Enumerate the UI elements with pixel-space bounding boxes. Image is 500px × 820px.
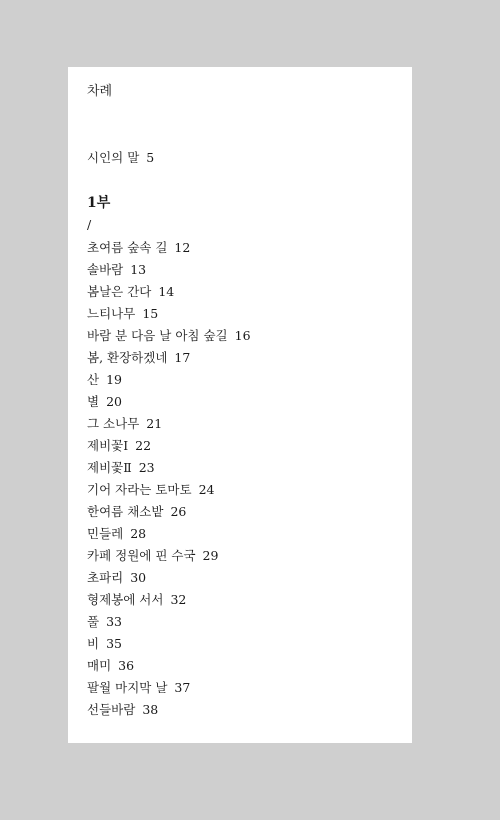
- toc-entry: [87, 523, 431, 545]
- toc-entry: [87, 655, 431, 677]
- toc-entry-preface: [87, 150, 154, 166]
- toc-entry: [87, 699, 431, 721]
- entry-page-number: 35: [106, 636, 122, 651]
- entry-title: 선들바람: [87, 702, 136, 717]
- entry-title: 초여름 숲속 길: [87, 240, 168, 255]
- entry-page-number: 21: [146, 416, 163, 431]
- entry-title: 풀: [87, 614, 100, 629]
- toc-entry: [87, 479, 431, 501]
- entry-title: 봄, 환장하겠네: [87, 350, 168, 365]
- entry-title: 봄날은 간다: [87, 284, 152, 299]
- entry-page-number: 16: [234, 328, 251, 343]
- entry-title: 민들레: [87, 526, 124, 541]
- book-page: [68, 67, 412, 743]
- entry-page-number: 38: [142, 702, 159, 717]
- toc-entry: [87, 611, 431, 633]
- entry-title: 그 소나무: [87, 416, 140, 431]
- toc-entry: [87, 435, 431, 457]
- entry-page-number: 24: [198, 482, 215, 497]
- toc-heading: 차례: [87, 84, 113, 99]
- entry-title: 팔월 마지막 날: [87, 680, 168, 695]
- entry-title: 기어 자라는 토마토: [87, 482, 192, 497]
- entry-page-number: 17: [174, 350, 191, 365]
- entry-title: 제비꽃Ⅰ: [87, 438, 129, 453]
- entry-page-number: 15: [142, 306, 159, 321]
- entry-page-number: 30: [130, 570, 147, 585]
- toc-entry: [87, 259, 431, 281]
- entry-title: 별: [87, 394, 100, 409]
- toc-entry: [87, 413, 431, 435]
- toc-entry: [87, 281, 431, 303]
- toc-entry: [87, 237, 431, 259]
- entry-title: 초파리: [87, 570, 124, 585]
- entry-page-number: 13: [130, 262, 147, 277]
- entry-page-number: 37: [174, 680, 191, 695]
- toc-list: [68, 237, 412, 721]
- entry-page-number: 5: [146, 150, 155, 165]
- entry-page-number: 36: [118, 658, 135, 673]
- entry-page-number: 32: [170, 592, 187, 607]
- entry-page-number: 12: [174, 240, 191, 255]
- entry-title: 시인의 말: [87, 150, 140, 165]
- entry-page-number: 29: [202, 548, 219, 563]
- entry-page-number: 26: [170, 504, 187, 519]
- toc-entry: [87, 633, 431, 655]
- entry-title: 느티나무: [87, 306, 136, 321]
- toc-entry: [87, 325, 431, 347]
- toc-entry: [87, 589, 431, 611]
- part-separator: /: [87, 217, 92, 232]
- entry-page-number: 19: [106, 372, 122, 387]
- part-title: 1부: [87, 195, 111, 211]
- entry-title: 솔바람: [87, 262, 124, 277]
- entry-page-number: 14: [158, 284, 175, 299]
- entry-title: 비: [87, 636, 100, 651]
- entry-page-number: 22: [135, 438, 152, 453]
- toc-entry: [87, 347, 431, 369]
- toc-entry: [87, 677, 431, 699]
- entry-title: 바람 분 다음 날 아침 숲길: [87, 328, 228, 343]
- toc-entry: [87, 457, 431, 479]
- entry-title: 제비꽃Ⅱ: [87, 460, 132, 475]
- toc-entry: [87, 545, 431, 567]
- entry-page-number: 33: [106, 614, 122, 629]
- entry-title: 산: [87, 372, 100, 387]
- toc-entry: [87, 391, 431, 413]
- entry-title: 한여름 채소밭: [87, 504, 164, 519]
- entry-title: 매미: [87, 658, 112, 673]
- toc-entry: [87, 567, 431, 589]
- entry-title: 카페 정원에 핀 수국: [87, 548, 196, 563]
- toc-entry: [87, 303, 431, 325]
- entry-page-number: 20: [106, 394, 122, 409]
- entry-page-number: 23: [138, 460, 155, 475]
- entry-page-number: 28: [130, 526, 147, 541]
- entry-title: 형제봉에 서서: [87, 592, 164, 607]
- toc-entry: [87, 369, 431, 391]
- toc-entry: [87, 501, 431, 523]
